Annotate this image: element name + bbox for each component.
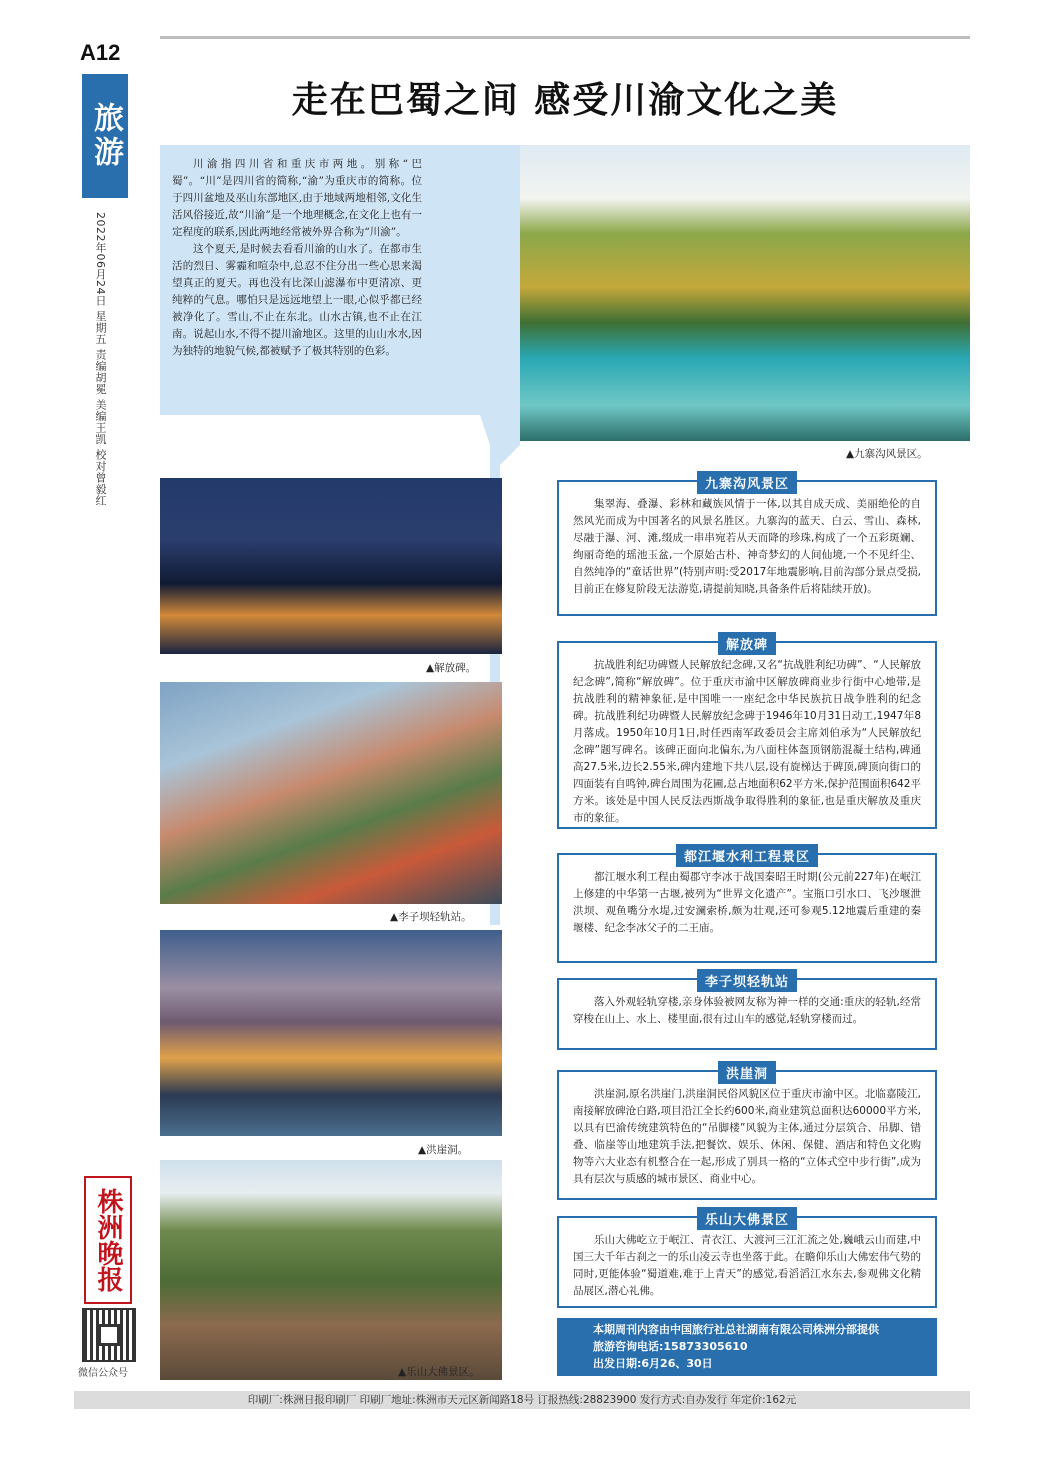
caption-liziba: ▲李子坝轻轨站。 [390, 911, 472, 923]
qr-caption: 微信公众号 [78, 1368, 128, 1379]
travel-phone: 旅游咨询电话:15873305610 [593, 1340, 748, 1353]
intro-paragraph: 川渝指四川省和重庆市两地。别称“巴蜀”。“川”是四川省的简称,“渝”为重庆市的简称。位于四川盆地及巫山东部地区,由于地域两地相邻,文化生活风俗接近,故“川渝”是一个地理概念,在文化上也有一定程度的联系,因此两地经常被外界合称为“川渝”。 [172, 158, 422, 238]
jiuzhaigou-photo [520, 145, 970, 441]
box-text: 抗战胜利纪功碑暨人民解放纪念碑,又名“抗战胜利纪功碑”、“人民解放纪念碑”,简称“解放碑”。位于重庆市渝中区解放碑商业步行街中心地带,是抗战胜利的精神象征,是中国唯一一座纪念中华民族抗日战争胜利的纪念碑。抗战胜利纪功碑暨人民解放纪念碑于1946年10月31日动工,1947年8月落成。1950年10月1日,时任西南军政委员会主席刘伯承为“人民解放纪念碑”题写碑名。该碑正面向北偏东,为八面柱体盔顶钢筋混凝土结构,碑通高27.5米,边长2.55米,碑内建地下共八层,设有旋梯达于碑顶,碑顶向街口的四面装有自鸣钟,碑台周围为花圃,总占地面积62平方米,保护范围面积642平方米。该处是中国人民反法西斯战争取得胜利的象征,也是重庆解放及重庆市的象征。 [573, 659, 921, 824]
caption-hongyadong: ▲洪崖洞。 [418, 1144, 469, 1156]
caption-jiuzhai: ▲九寨沟风景区。 [846, 448, 928, 460]
intro-text [172, 156, 422, 360]
box-dujiangyan [557, 850, 937, 963]
box-title: 都江堰水利工程景区 [676, 844, 818, 867]
qr-code-icon [82, 1308, 136, 1362]
box-text: 都江堰水利工程由蜀郡守李冰于战国秦昭王时期(公元前227年)在岷江上修建的中华第一古堰,被列为“世界文化遗产”。宝瓶口引水口、飞沙堰泄洪坝、观鱼嘴分水堤,过安澜索桥,颇为壮观,还可参观5.12地震后重建的秦堰楼、纪念李冰父子的二王庙。 [573, 871, 921, 934]
box-text: 洪崖洞,原名洪崖门,洪崖洞民俗风貌区位于重庆市渝中区。北临嘉陵江,南接解放碑沧白路,项目沿江全长约600米,商业建筑总面积达60000平方米,以具有巴渝传统建筑特色的“吊脚楼”风貌为主体,通过分层筑合、吊脚、错叠、临崖等山地建筑手法,把餐饮、娱乐、休闲、保健、酒店和特色文化购物等六大业态有机整合在一起,形成了别具一格的“立体式空中步行街”,成为具有层次与质感的城市景区、商业中心。 [573, 1088, 921, 1185]
caption-leshan: ▲乐山大佛景区。 [398, 1366, 480, 1378]
box-text: 落入外观轻轨穿楼,亲身体验被网友称为神一样的交通:重庆的轻轨,经常穿梭在山上、水上、楼里面,很有过山车的感觉,轻轨穿楼而过。 [573, 996, 921, 1025]
box-title: 九寨沟风景区 [697, 471, 797, 494]
box-jiuzhai [557, 477, 937, 616]
liziba-photo [160, 682, 502, 904]
box-jiefangbei [557, 638, 937, 829]
top-rule [160, 36, 970, 39]
box-title: 李子坝轻轨站 [697, 969, 797, 992]
date-line: 2022年06月24日 星期五 责编胡冕 美编王凯 校对曾毅红 [94, 212, 107, 507]
jiefangbei-photo [160, 478, 502, 654]
leshan-photo [160, 1160, 502, 1380]
page-title: 走在巴蜀之间 感受川渝文化之美 [291, 80, 839, 121]
intro-paragraph: 这个夏天,是时候去看看川渝的山水了。在都市生活的烈日、雾霾和喧杂中,总忍不住分出一些心思来渴望真正的夏天。再也没有比深山滤瀑布中更清凉、更纯粹的气息。哪怕只是远远地望上一眼,心似乎都已经被净化了。雪山,不止在东北。山水古镇,也不止在江南。说起山水,不得不提川渝地区。这里的山山水水,因为独特的地貌气候,都被赋予了极其特别的色彩。 [172, 243, 422, 357]
box-title: 洪崖洞 [718, 1061, 776, 1084]
box-liziba [557, 975, 937, 1050]
travel-provider: 本期周刊内容由中国旅行社总社湖南有限公司株洲分部提供 [593, 1323, 879, 1336]
box-leshan [557, 1213, 937, 1308]
newspaper-logo: 株洲晚报 [84, 1176, 132, 1304]
printing-info-bar: 印刷厂:株洲日报印刷厂 印刷厂地址:株洲市天元区新闻路18号 订报热线:28823900 发行方式:自办发行 年定价:162元 [74, 1391, 970, 1409]
page-number: A12 [80, 40, 121, 65]
caption-jiefangbei: ▲解放碑。 [426, 662, 477, 674]
box-text: 乐山大佛屹立于岷江、青衣江、大渡河三江汇流之处,巍峨云山而建,中国三大千年古刹之一的乐山凌云寺也坐落于此。在瞻仰乐山大佛宏伟气势的同时,更能体验“蜀道难,难于上青天”的感觉,看滔滔江水东去,参观佛文化精品展区,潜心礼佛。 [573, 1234, 921, 1297]
section-label: 旅游 [82, 74, 128, 198]
box-text: 集翠海、叠瀑、彩林和藏族风情于一体,以其自成天成、美丽绝伦的自然风光而成为中国著名的风景名胜区。九寨沟的蓝天、白云、雪山、森林,尽融于瀑、河、滩,缀成一串串宛若从天而降的珍珠,构成了一个五彩斑斓、绚丽奇绝的瑶池玉盆,一个原始古朴、神奇梦幻的人间仙境,一个不见纤尘、自然纯净的“童话世界”(特别声明:受2017年地震影响,目前沟部分景点受损,目前正在修复阶段无法游览,请提前知晓,具备条件后将陆续开放)。 [573, 498, 921, 595]
box-title: 解放碑 [718, 632, 776, 655]
box-title: 乐山大佛景区 [697, 1207, 797, 1230]
travel-dates: 出发日期:6月26、30日 [593, 1357, 713, 1370]
hongyadong-photo [160, 930, 502, 1136]
box-hongyadong [557, 1067, 937, 1200]
travel-info-box [557, 1318, 937, 1376]
